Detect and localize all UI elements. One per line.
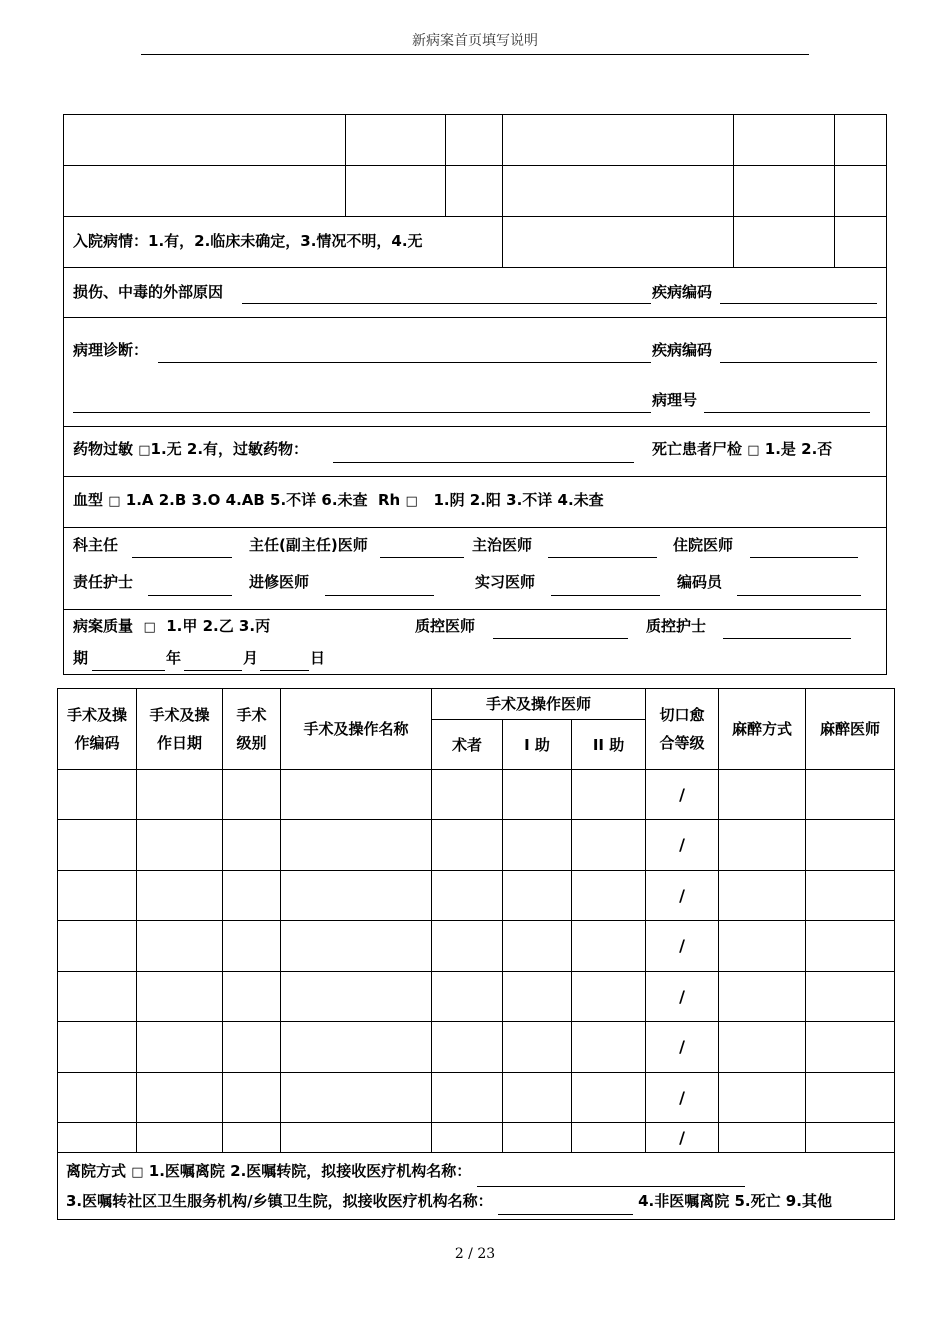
- table-cell[interactable]: [58, 1123, 137, 1153]
- slash-mark: /: [679, 1037, 685, 1056]
- header-operator: 术者: [432, 720, 503, 770]
- discharge-options-3: 4.非医嘱离院 5.死亡 9.其他: [638, 1192, 832, 1210]
- table-cell[interactable]: [432, 770, 503, 820]
- table-cell[interactable]: [719, 972, 806, 1022]
- table-cell[interactable]: [719, 871, 806, 921]
- table-cell[interactable]: [58, 972, 137, 1022]
- table-cell[interactable]: [806, 1073, 895, 1123]
- admission-condition-row: [64, 217, 886, 268]
- table-cell[interactable]: [223, 972, 281, 1022]
- diagnosis-row: [64, 115, 886, 166]
- autopsy-options: 1.是 2.否: [764, 440, 833, 458]
- table-row: [58, 770, 895, 820]
- table-cell[interactable]: [223, 770, 281, 820]
- table-cell[interactable]: [58, 820, 137, 871]
- checkbox-icon[interactable]: □: [138, 443, 151, 458]
- table-cell[interactable]: [137, 770, 223, 820]
- transfer-institution-field[interactable]: [477, 1166, 745, 1187]
- quality: [73, 616, 270, 638]
- discharge-row: [58, 1153, 895, 1220]
- drug-allergy-label: 药物过敏: [73, 440, 134, 458]
- year-label: 年: [166, 649, 182, 667]
- rh-options: 1.阴 2.阳 3.不详 4.未查: [433, 491, 604, 509]
- chief-physician-label: 主任(副主任)医师: [249, 536, 368, 554]
- quality-options: 1.甲 2.乙 3.丙: [166, 617, 271, 635]
- table-cell[interactable]: [137, 921, 223, 972]
- table-cell[interactable]: [719, 1123, 806, 1153]
- slash-mark: /: [679, 885, 685, 905]
- pathology-row: [64, 318, 886, 427]
- table-cell[interactable]: [572, 1123, 646, 1153]
- pathology-diagnosis-field-2[interactable]: [73, 412, 651, 413]
- admission-condition-label: 入院病情：1.有，2.临床未确定，3.情况不明，4.无: [73, 232, 423, 250]
- pathology-diagnosis-label: 病理诊断：: [73, 341, 149, 359]
- rh-label: Rh: [378, 491, 401, 509]
- table-header-row: [58, 689, 895, 720]
- incision-grade-cell[interactable]: [646, 1073, 719, 1123]
- header-date: 手术及操作日期: [137, 689, 223, 770]
- table-cell[interactable]: [281, 921, 432, 972]
- page-number: 2 / 23: [454, 1246, 496, 1262]
- slash-mark: /: [679, 1127, 685, 1147]
- table-row: [58, 1123, 895, 1153]
- table-cell[interactable]: [58, 921, 137, 972]
- table-cell[interactable]: [223, 871, 281, 921]
- coder-field[interactable]: [737, 595, 861, 596]
- month-label: 月: [243, 649, 259, 667]
- table-cell[interactable]: [503, 921, 572, 972]
- checkbox-icon[interactable]: □: [108, 494, 121, 509]
- attending-label: 主治医师: [472, 536, 533, 554]
- pathology-number-field[interactable]: [704, 412, 870, 413]
- nurse-label: 责任护士: [73, 573, 134, 591]
- day-label: 日: [310, 649, 326, 667]
- table-cell[interactable]: [503, 770, 572, 820]
- table-cell[interactable]: [806, 921, 895, 972]
- incision-grade-cell[interactable]: [646, 770, 719, 820]
- surgery-table: [57, 688, 895, 1220]
- table-cell[interactable]: [58, 1022, 137, 1073]
- incision-grade-cell[interactable]: [646, 972, 719, 1022]
- day-field[interactable]: [260, 670, 309, 671]
- checkbox-icon[interactable]: □: [143, 620, 156, 635]
- blood-type: [73, 490, 604, 512]
- header-name: 手术及操作名称: [281, 689, 432, 770]
- table-cell[interactable]: [223, 1022, 281, 1073]
- table-cell[interactable]: [572, 1022, 646, 1073]
- table-cell[interactable]: [137, 1022, 223, 1073]
- table-cell[interactable]: [281, 972, 432, 1022]
- slash-mark: /: [679, 835, 685, 854]
- table-cell[interactable]: [432, 1123, 503, 1153]
- table-cell[interactable]: [281, 871, 432, 921]
- header-incision: 切口愈合等级: [646, 689, 719, 770]
- drug-allergy: [73, 439, 308, 461]
- table-cell[interactable]: [719, 921, 806, 972]
- table-cell[interactable]: [281, 1022, 432, 1073]
- table-cell[interactable]: [223, 820, 281, 871]
- table-row: [58, 1073, 895, 1123]
- intern-label: 实习医师: [475, 573, 536, 591]
- table-cell[interactable]: [719, 1022, 806, 1073]
- table-cell[interactable]: [719, 820, 806, 871]
- table-cell[interactable]: [137, 1123, 223, 1153]
- table-cell[interactable]: [806, 1123, 895, 1153]
- table-row: [58, 921, 895, 972]
- table-cell[interactable]: [137, 972, 223, 1022]
- drug-allergy-options: 1.无 2.有，过敏药物：: [150, 440, 309, 458]
- pathology-number-label: 病理号: [652, 391, 698, 409]
- table-cell[interactable]: [223, 1073, 281, 1123]
- header-assistant-1: I 助: [503, 720, 572, 770]
- allergy-drug-field[interactable]: [333, 462, 634, 463]
- table-cell[interactable]: [572, 921, 646, 972]
- table-cell[interactable]: [432, 921, 503, 972]
- table-cell[interactable]: [223, 1123, 281, 1153]
- incision-grade-cell[interactable]: [646, 820, 719, 871]
- table-row: [58, 1022, 895, 1073]
- table-cell[interactable]: [572, 820, 646, 871]
- drug-allergy-row: [64, 427, 886, 477]
- table-cell[interactable]: [137, 871, 223, 921]
- table-cell[interactable]: [281, 770, 432, 820]
- trainee-field[interactable]: [325, 595, 434, 596]
- dept-head-field[interactable]: [132, 557, 232, 558]
- qc-nurse-label: 质控护士: [646, 617, 707, 635]
- signatures-row: [64, 528, 886, 610]
- pathology-code-field[interactable]: [720, 362, 877, 363]
- header-anesthesiologist: 麻醉医师: [806, 689, 895, 770]
- table-cell[interactable]: [137, 1073, 223, 1123]
- incision-grade-cell[interactable]: [646, 921, 719, 972]
- year-field[interactable]: [92, 670, 165, 671]
- disease-code-label: 疾病编码: [652, 283, 713, 301]
- blood-type-label: 血型: [73, 491, 104, 509]
- checkbox-icon[interactable]: □: [131, 1165, 144, 1180]
- disease-code-label: 疾病编码: [652, 341, 713, 359]
- slash-mark: /: [679, 1087, 685, 1107]
- table-cell[interactable]: [432, 820, 503, 871]
- attending-field[interactable]: [548, 557, 657, 558]
- resident-label: 住院医师: [673, 536, 734, 554]
- table-cell[interactable]: [806, 972, 895, 1022]
- table-cell[interactable]: [281, 1073, 432, 1123]
- table-cell[interactable]: [572, 770, 646, 820]
- checkbox-icon[interactable]: □: [747, 443, 760, 458]
- discharge-label: 离院方式: [66, 1162, 127, 1180]
- autopsy: [652, 439, 832, 461]
- chief-physician-field[interactable]: [380, 557, 464, 558]
- header-surgeons: 手术及操作医师: [432, 689, 646, 720]
- header-anesthesia-method: 麻醉方式: [719, 689, 806, 770]
- slash-mark: /: [679, 986, 685, 1006]
- blood-type-options: 1.A 2.B 3.O 4.AB 5.不详 6.未查: [125, 491, 368, 509]
- checkbox-icon[interactable]: □: [405, 494, 418, 509]
- header-level: 手术级别: [223, 689, 281, 770]
- table-cell[interactable]: [503, 1073, 572, 1123]
- table-cell[interactable]: [137, 820, 223, 871]
- table-cell[interactable]: [503, 1022, 572, 1073]
- discharge-options-1: 1.医嘱离院 2.医嘱转院，拟接收医疗机构名称：: [148, 1162, 472, 1180]
- date-prefix: 期: [73, 649, 89, 667]
- table-cell[interactable]: [281, 820, 432, 871]
- table-cell[interactable]: [503, 1123, 572, 1153]
- table-cell[interactable]: [806, 820, 895, 871]
- table-cell[interactable]: [572, 871, 646, 921]
- autopsy-label: 死亡患者尸检: [652, 440, 743, 458]
- slash-mark: /: [679, 784, 685, 804]
- table-cell[interactable]: [503, 820, 572, 871]
- table-cell[interactable]: [719, 770, 806, 820]
- qc-doctor-label: 质控医师: [415, 617, 476, 635]
- incision-grade-cell[interactable]: [646, 1123, 719, 1153]
- table-cell[interactable]: [58, 871, 137, 921]
- table-row: [58, 820, 895, 871]
- incision-grade-cell[interactable]: [646, 1022, 719, 1073]
- slash-mark: /: [679, 936, 685, 955]
- quality-row: [64, 610, 886, 675]
- table-cell[interactable]: [806, 770, 895, 820]
- table-cell[interactable]: [719, 1073, 806, 1123]
- table-cell[interactable]: [432, 871, 503, 921]
- table-cell[interactable]: [58, 770, 137, 820]
- diagnosis-row: [64, 166, 886, 217]
- dept-head-label: 科主任: [73, 536, 119, 554]
- table-cell[interactable]: [572, 972, 646, 1022]
- table-cell[interactable]: [806, 1022, 895, 1073]
- table-row: [58, 871, 895, 921]
- page-header: [141, 30, 809, 55]
- injury-cause-field[interactable]: [242, 303, 651, 304]
- table-cell[interactable]: [572, 1073, 646, 1123]
- table-cell[interactable]: [432, 972, 503, 1022]
- qc-doctor-field[interactable]: [493, 638, 628, 639]
- document-title: 新病案首页填写说明: [412, 33, 538, 49]
- pathology-diagnosis-field[interactable]: [158, 362, 651, 363]
- table-cell[interactable]: [503, 972, 572, 1022]
- record-form: [63, 114, 887, 675]
- discharge-line-1: [66, 1157, 886, 1187]
- nurse-field[interactable]: [148, 595, 232, 596]
- injury-cause-label: 损伤、中毒的外部原因: [73, 283, 224, 301]
- header-code: 手术及操作编码: [58, 689, 137, 770]
- table-cell[interactable]: [806, 871, 895, 921]
- injury-cause-row: [64, 268, 886, 318]
- month-field[interactable]: [184, 670, 242, 671]
- quality-label: 病案质量: [73, 617, 134, 635]
- table-cell[interactable]: [223, 921, 281, 972]
- header-assistant-2: II 助: [572, 720, 646, 770]
- table-cell[interactable]: [432, 1073, 503, 1123]
- table-cell[interactable]: [503, 871, 572, 921]
- discharge-line-2: [66, 1187, 886, 1215]
- disease-code-field[interactable]: [720, 303, 877, 304]
- table-cell[interactable]: [432, 1022, 503, 1073]
- table-cell[interactable]: [281, 1123, 432, 1153]
- intern-field[interactable]: [551, 595, 660, 596]
- table-cell[interactable]: [58, 1073, 137, 1123]
- qc-nurse-field[interactable]: [723, 638, 851, 639]
- resident-field[interactable]: [750, 557, 858, 558]
- coder-label: 编码员: [677, 573, 723, 591]
- incision-grade-cell[interactable]: [646, 871, 719, 921]
- discharge-cell: [58, 1153, 895, 1220]
- table-row: [58, 972, 895, 1022]
- trainee-label: 进修医师: [249, 573, 310, 591]
- community-institution-field[interactable]: [498, 1194, 633, 1215]
- blood-type-row: [64, 477, 886, 528]
- discharge-options-2: 3.医嘱转社区卫生服务机构/乡镇卫生院，拟接收医疗机构名称：: [66, 1192, 493, 1210]
